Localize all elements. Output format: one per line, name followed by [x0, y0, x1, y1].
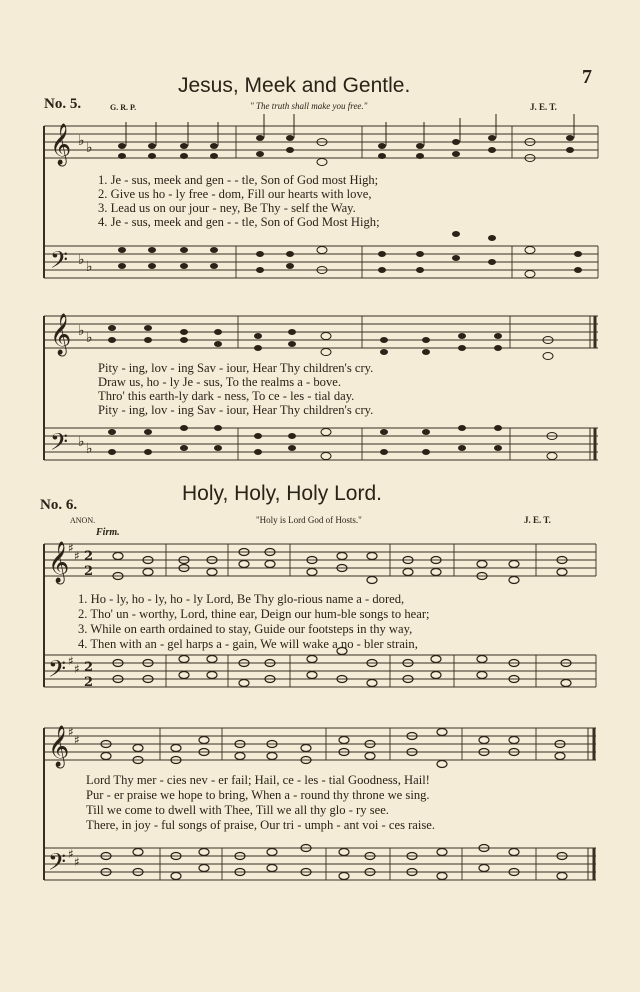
svg-text:♯: ♯ — [68, 725, 74, 739]
page-number: 7 — [582, 66, 592, 88]
hymn6-verse3-line-b: Till we come to dwell with Thee, Till we all thy glo - ry see. — [86, 803, 389, 817]
svg-text:𝄞: 𝄞 — [48, 542, 70, 583]
svg-text:♯: ♯ — [74, 549, 80, 563]
hymn6-title: Holy, Holy, Holy Lord. — [182, 482, 382, 505]
hymn6-verse2-line-a: 2. Tho' un - worthy, Lord, thine ear, Deign our hum-ble songs to hear; — [78, 607, 430, 621]
hymn6-motto: "Holy is Lord God of Hosts." — [256, 515, 362, 525]
hymn6-composer-right: J. E. T. — [524, 515, 551, 525]
svg-text:𝄢: 𝄢 — [48, 848, 67, 881]
hymn5-motto: " The truth shall make you free." — [250, 101, 368, 111]
svg-text:♭: ♭ — [86, 259, 93, 275]
svg-text:♭: ♭ — [86, 140, 93, 156]
svg-text:♭: ♭ — [78, 252, 85, 268]
svg-text:♭: ♭ — [78, 133, 85, 149]
hymn5-verse4-line-a: 4. Je - sus, meek and gen - - tle, Son of God Most High; — [98, 215, 380, 229]
hymn6-verse1-line-b: Lord Thy mer - cies nev - er fail; Hail, ce - les - tial Goodness, Hail! — [86, 773, 430, 787]
svg-text:♭: ♭ — [78, 323, 85, 339]
hymn6-verse4-line-a: 4. Then with an - gel harps a - gain, We will wake a no - bler strain, — [78, 637, 418, 651]
hymn5-verse2-line-a: 2. Give us ho - ly free - dom, Fill our hearts with love, — [98, 187, 372, 201]
hymn6-number: No. 6. — [40, 497, 78, 513]
hymn6-verse4-line-b: There, in joy - ful songs of praise, Our tri - umph - ant voi - ces raise. — [86, 818, 436, 832]
hymn5-verse3-line-a: 3. Lead us on our jour - ney, Be Thy - self the Way. — [98, 201, 356, 215]
hymn5-composer-left: G. R. P. — [110, 103, 137, 112]
svg-text:♯: ♯ — [74, 662, 80, 676]
svg-text:𝄢: 𝄢 — [50, 428, 69, 461]
svg-text:♭: ♭ — [86, 441, 93, 457]
svg-text:♭: ♭ — [78, 434, 85, 450]
hymn6-tempo: Firm. — [96, 527, 120, 538]
svg-text:♭: ♭ — [86, 330, 93, 346]
svg-text:♯: ♯ — [68, 847, 74, 861]
svg-text:2: 2 — [84, 564, 94, 579]
hymn5-verse1-line-a: 1. Je - sus, meek and gen - - tle, Son of God most High; — [98, 173, 379, 187]
svg-text:𝄢: 𝄢 — [50, 246, 69, 279]
svg-text:♯: ♯ — [68, 541, 74, 555]
svg-text:2: 2 — [84, 675, 94, 690]
hymn5-verse2-line-b: Draw us, ho - ly Je - sus, To the realms a - bove. — [98, 375, 342, 389]
hymn5-composer-right: J. E. T. — [530, 102, 557, 112]
svg-text:♯: ♯ — [74, 733, 80, 747]
hymn5-verse3-line-b: Thro' this earth-ly dark - ness, To ce - les - tial day. — [98, 389, 355, 403]
svg-text:2: 2 — [84, 660, 94, 675]
svg-text:𝄞: 𝄞 — [50, 124, 72, 165]
hymn5-verse4-line-b: Pity - ing, lov - ing Sav - iour, Hear Thy children's cry. — [98, 403, 374, 417]
svg-text:𝄢: 𝄢 — [48, 655, 67, 688]
svg-text:𝄞: 𝄞 — [48, 726, 70, 767]
hymn5-title: Jesus, Meek and Gentle. — [178, 74, 411, 97]
svg-text:2: 2 — [84, 549, 94, 564]
hymn5-verse1-line-b: Pity - ing, lov - ing Sav - iour, Hear Thy children's cry. — [98, 361, 374, 375]
hymn6-composer-left: ANON. — [70, 516, 96, 525]
hymn6-verse3-line-a: 3. While on earth ordained to stay, Guide our footsteps in thy way, — [78, 622, 413, 636]
hymn6-verse1-line-a: 1. Ho - ly, ho - ly, ho - ly Lord, Be Thy glo-rious name a - dored, — [78, 592, 405, 606]
svg-text:𝄞: 𝄞 — [50, 314, 72, 355]
hymn6-verse2-line-b: Pur - er praise we hope to bring, When a - round thy throne we sing. — [86, 788, 430, 802]
svg-text:♯: ♯ — [68, 654, 74, 668]
svg-text:♯: ♯ — [74, 855, 80, 869]
hymn5-number: No. 5. — [44, 96, 82, 112]
